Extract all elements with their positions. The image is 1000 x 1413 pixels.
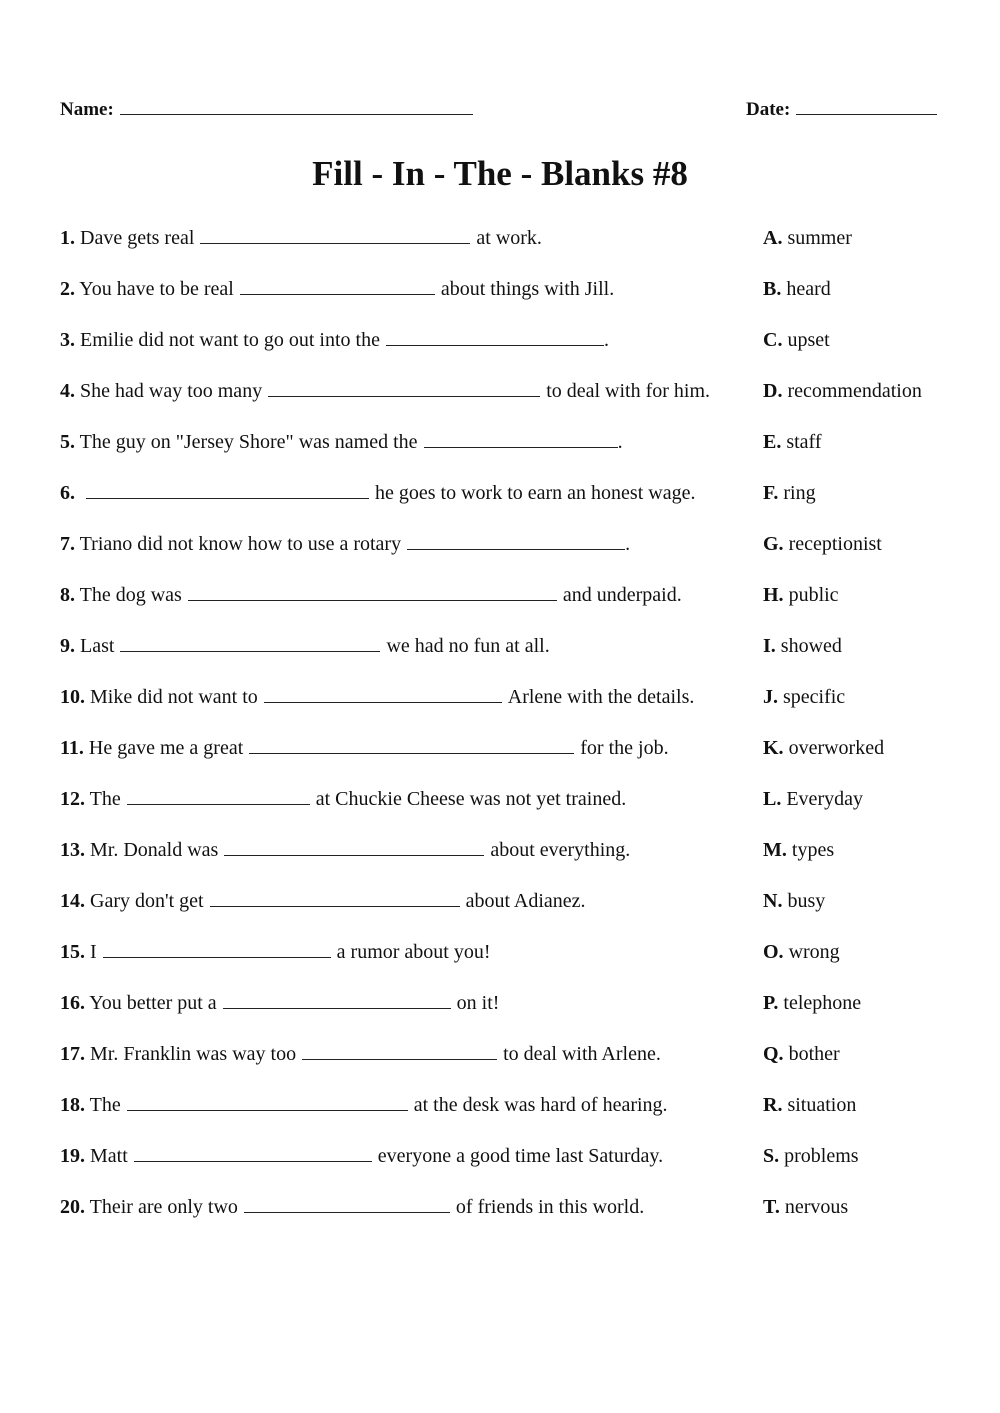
question-text-after: .	[617, 431, 623, 453]
word-bank-option	[763, 479, 816, 507]
question-text	[60, 632, 550, 660]
question-text-before: Their are only two	[89, 1196, 238, 1218]
question-row	[60, 1193, 940, 1244]
question-text-after: at work.	[476, 227, 542, 249]
word-bank-option	[763, 632, 842, 660]
question-text-before: He gave me a great	[88, 737, 244, 759]
answer-blank	[424, 429, 618, 448]
question-text	[60, 428, 623, 456]
question-text-before: Dave gets real	[80, 227, 195, 249]
answer-blank	[200, 225, 470, 244]
word-bank-option	[763, 428, 822, 456]
question-row	[60, 479, 940, 530]
answer-blank	[249, 735, 574, 754]
question-text-after: a rumor about you!	[336, 941, 491, 963]
word-bank-option	[763, 530, 882, 558]
question-row	[60, 989, 940, 1040]
question-text-after: he goes to work to earn an honest wage.	[375, 482, 696, 504]
question-text-before: She had way too many	[80, 380, 263, 402]
option-letter: G.	[763, 533, 784, 555]
question-text-after: at Chuckie Cheese was not yet trained.	[315, 788, 627, 810]
answer-blank	[188, 582, 557, 601]
question-number: 12.	[60, 788, 85, 810]
question-text-before: You better put a	[89, 992, 217, 1014]
question-number: 14.	[60, 890, 85, 912]
date-label: Date:	[746, 99, 791, 120]
option-letter: K.	[763, 737, 784, 759]
question-text	[60, 581, 682, 609]
question-number: 9.	[60, 635, 75, 657]
question-number: 8.	[60, 584, 75, 606]
word-bank-option	[763, 887, 825, 915]
option-word: receptionist	[788, 533, 882, 555]
option-word: telephone	[783, 992, 862, 1014]
question-text-before: Emilie did not want to go out into the	[80, 329, 380, 351]
question-number: 5.	[60, 431, 75, 453]
option-word: Everyday	[786, 788, 863, 810]
question-row	[60, 326, 940, 377]
answer-blank	[407, 531, 625, 550]
answer-blank	[302, 1041, 497, 1060]
question-text-before: Triano did not know how to use a rotary	[79, 533, 402, 555]
question-number: 6.	[60, 482, 75, 504]
question-number: 3.	[60, 329, 75, 351]
question-text	[60, 1142, 663, 1170]
question-number: 17.	[60, 1043, 85, 1065]
word-bank-option	[763, 1040, 840, 1068]
question-row	[60, 581, 940, 632]
option-word: staff	[786, 431, 822, 453]
option-letter: E.	[763, 431, 782, 453]
page-title: Fill - In - The - Blanks #8	[312, 154, 688, 193]
name-label: Name:	[60, 99, 114, 120]
word-bank-option	[763, 1091, 856, 1119]
question-text	[60, 224, 542, 252]
question-number: 11.	[60, 737, 84, 759]
option-word: public	[788, 584, 839, 606]
option-letter: B.	[763, 278, 782, 300]
answer-blank	[386, 327, 604, 346]
question-text-after: of friends in this world.	[455, 1196, 645, 1218]
question-text	[60, 989, 499, 1017]
question-text-before: The guy on "Jersey Shore" was named the	[79, 431, 418, 453]
question-text-before: You have to be real	[79, 278, 234, 300]
question-text-before: The	[89, 1094, 121, 1116]
answer-blank	[240, 276, 435, 295]
option-word: types	[791, 839, 835, 861]
option-word: situation	[787, 1094, 857, 1116]
answer-blank	[120, 633, 380, 652]
answer-blank	[127, 1092, 408, 1111]
option-letter: M.	[763, 839, 787, 861]
question-number: 16.	[60, 992, 85, 1014]
question-row	[60, 275, 940, 326]
question-text-after: about everything.	[490, 839, 631, 861]
question-text-before: The dog was	[79, 584, 182, 606]
date-blank-line	[796, 96, 937, 115]
word-bank-option	[763, 1142, 859, 1170]
question-text-after: to deal with for him.	[546, 380, 711, 402]
option-word: upset	[787, 329, 830, 351]
question-row	[60, 377, 940, 428]
answer-blank	[224, 837, 484, 856]
question-text-after: .	[625, 533, 631, 555]
option-letter: J.	[763, 686, 778, 708]
option-word: recommendation	[787, 380, 922, 402]
question-row	[60, 428, 940, 479]
answer-blank	[103, 939, 331, 958]
answer-blank	[223, 990, 451, 1009]
answer-blank	[244, 1194, 450, 1213]
question-text-before: Mike did not want to	[90, 686, 258, 708]
question-number: 7.	[60, 533, 75, 555]
answer-blank	[86, 480, 369, 499]
option-word: busy	[787, 890, 826, 912]
question-number: 13.	[60, 839, 85, 861]
word-bank-option	[763, 581, 839, 609]
question-row	[60, 734, 940, 785]
question-text	[60, 734, 669, 762]
worksheet-header	[60, 96, 940, 124]
question-text-after: at the desk was hard of hearing.	[413, 1094, 668, 1116]
question-number: 10.	[60, 686, 85, 708]
option-word: problems	[784, 1145, 859, 1167]
question-number: 1.	[60, 227, 75, 249]
question-text	[60, 1040, 661, 1068]
question-text-after: to deal with Arlene.	[503, 1043, 661, 1065]
question-text	[60, 836, 630, 864]
question-number: 18.	[60, 1094, 85, 1116]
question-row	[60, 1142, 940, 1193]
question-text-after: about things with Jill.	[440, 278, 615, 300]
option-letter: P.	[763, 992, 779, 1014]
option-letter: D.	[763, 380, 783, 402]
question-text-before: Mr. Donald was	[90, 839, 219, 861]
option-word: specific	[783, 686, 846, 708]
answer-blank	[268, 378, 540, 397]
question-text-after: Arlene with the details.	[507, 686, 695, 708]
question-text-after: everyone a good time last Saturday.	[377, 1145, 664, 1167]
word-bank-option	[763, 785, 863, 813]
question-text	[60, 326, 609, 354]
option-word: overworked	[788, 737, 885, 759]
word-bank-option	[763, 683, 845, 711]
answer-blank	[264, 684, 502, 703]
question-number: 2.	[60, 278, 75, 300]
option-letter: O.	[763, 941, 784, 963]
option-letter: Q.	[763, 1043, 784, 1065]
option-letter: H.	[763, 584, 784, 606]
option-word: summer	[787, 227, 852, 249]
option-word: nervous	[784, 1196, 849, 1218]
question-text-after: about Adianez.	[465, 890, 586, 912]
name-blank-line	[120, 96, 473, 115]
question-text	[60, 530, 630, 558]
answer-blank	[210, 888, 460, 907]
option-word: ring	[783, 482, 816, 504]
word-bank-option	[763, 938, 840, 966]
question-text	[60, 785, 626, 813]
question-list	[60, 224, 940, 1244]
question-row	[60, 785, 940, 836]
question-text-after: on it!	[456, 992, 500, 1014]
option-letter: S.	[763, 1145, 780, 1167]
question-row	[60, 632, 940, 683]
question-number: 15.	[60, 941, 85, 963]
question-text-before: Last	[80, 635, 115, 657]
question-text	[60, 479, 695, 507]
question-row	[60, 887, 940, 938]
option-letter: L.	[763, 788, 782, 810]
question-number: 4.	[60, 380, 75, 402]
answer-blank	[127, 786, 310, 805]
question-text-before: Matt	[90, 1145, 128, 1167]
question-text	[60, 377, 710, 405]
question-text-after: .	[603, 329, 609, 351]
word-bank-option	[763, 836, 834, 864]
option-letter: N.	[763, 890, 783, 912]
question-row	[60, 1040, 940, 1091]
option-letter: C.	[763, 329, 783, 351]
option-letter: A.	[763, 227, 783, 249]
question-row	[60, 1091, 940, 1142]
question-row	[60, 224, 940, 275]
option-word: wrong	[788, 941, 840, 963]
question-text-before: Mr. Franklin was way too	[90, 1043, 297, 1065]
question-number: 20.	[60, 1196, 85, 1218]
question-text-after: and underpaid.	[562, 584, 682, 606]
option-letter: T.	[763, 1196, 780, 1218]
option-letter: R.	[763, 1094, 783, 1116]
question-text	[60, 683, 694, 711]
word-bank-option	[763, 224, 852, 252]
word-bank-option	[763, 734, 884, 762]
word-bank-option	[763, 275, 831, 303]
option-word: showed	[780, 635, 842, 657]
word-bank-option	[763, 326, 830, 354]
question-row	[60, 683, 940, 734]
option-word: heard	[786, 278, 831, 300]
question-text-after: for the job.	[580, 737, 669, 759]
question-text	[60, 1091, 668, 1119]
word-bank-option	[763, 989, 861, 1017]
option-letter: F.	[763, 482, 779, 504]
question-text-after: we had no fun at all.	[386, 635, 550, 657]
answer-blank	[134, 1143, 372, 1162]
option-letter: I.	[763, 635, 776, 657]
question-text	[60, 887, 586, 915]
question-text-before: Gary don't get	[90, 890, 204, 912]
question-text-before: I	[90, 941, 97, 963]
option-word: bother	[788, 1043, 840, 1065]
name-field	[60, 96, 473, 124]
question-text	[60, 1193, 644, 1221]
word-bank-option	[763, 377, 922, 405]
question-number: 19.	[60, 1145, 85, 1167]
question-text-before: The	[89, 788, 121, 810]
question-row	[60, 938, 940, 989]
question-text	[60, 938, 491, 966]
question-row	[60, 836, 940, 887]
word-bank-option	[763, 1193, 848, 1221]
date-field	[746, 96, 937, 124]
question-text	[60, 275, 614, 303]
question-row	[60, 530, 940, 581]
